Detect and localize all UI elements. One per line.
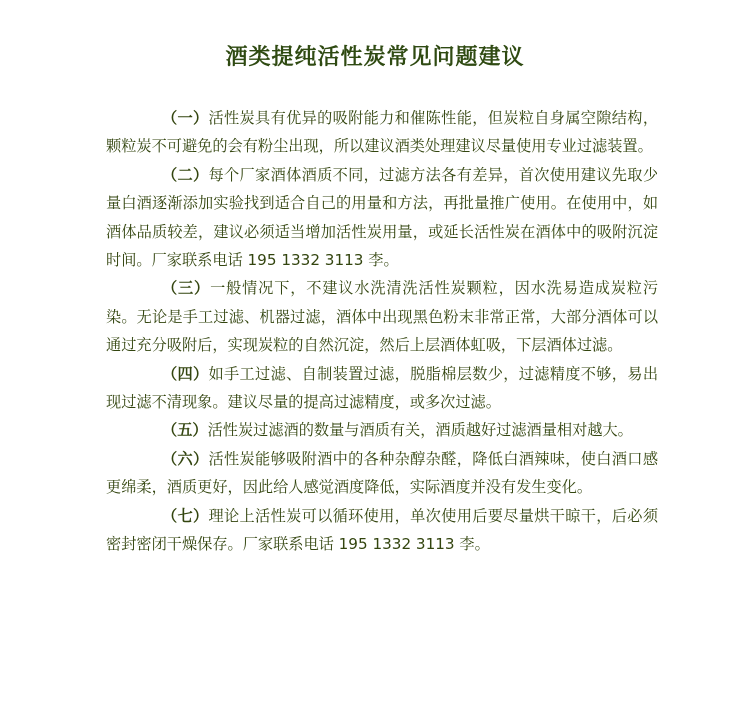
page-title: 酒类提纯活性炭常见问题建议 bbox=[225, 45, 525, 70]
paragraph-4 bbox=[106, 360, 658, 417]
paragraph-text: 理论上活性炭可以循环使用，单次使用后要尽量烘干晾干，后必须密封密闭干燥保存。厂家联系电话 195 1332 3113 李。 bbox=[106, 506, 659, 554]
paragraph-text: 活性炭具有优异的吸附能力和催陈性能，但炭粒自身属空隙结构，颗粒炭不可避免的会有粉尘出现，所以建议酒类处理建议尽量使用专业过滤装置。 bbox=[106, 109, 659, 156]
paragraph-number: （三） bbox=[162, 279, 211, 298]
paragraph-number: （七） bbox=[162, 506, 209, 525]
document-body bbox=[106, 104, 658, 559]
paragraph-text: 每个厂家酒体酒质不同，过滤方法各有差异，首次使用建议先取少量白酒逐渐添加实验找到适合自己的用量和方法，再批量推广使用。在使用中，如酒体品质较差，建议必须适当增加活性炭用量，或延长活性炭在酒体中的吸附沉淀时间。厂家联系电话 195 1332 3113 李。 bbox=[106, 165, 659, 270]
paragraph-number: （二） bbox=[162, 165, 209, 184]
paragraph-7 bbox=[106, 502, 658, 559]
paragraph-1 bbox=[106, 104, 658, 161]
paragraph-number: （五） bbox=[162, 421, 208, 440]
paragraph-number: （四） bbox=[162, 364, 209, 383]
paragraph-3 bbox=[106, 274, 658, 359]
paragraph-2 bbox=[106, 161, 658, 275]
paragraph-number: （一） bbox=[162, 109, 209, 127]
paragraph-6 bbox=[106, 445, 658, 502]
paragraph-text: 活性炭能够吸附酒中的各种杂醇杂醛，降低白酒辣味，使白酒口感更绵柔，酒质更好，因此给人感觉酒度降低，实际酒度并没有发生变化。 bbox=[106, 449, 659, 497]
paragraph-text: 一般情况下，不建议水洗清洗活性炭颗粒，因水洗易造成炭粒污染。无论是手工过滤、机器过滤，酒体中出现黑色粉末非常正常，大部分酒体可以通过充分吸附后，实现炭粒的自然沉淀，然后上层酒体虹吸，下层酒体过滤。 bbox=[106, 279, 659, 355]
paragraph-text: 如手工过滤、自制装置过滤，脱脂棉层数少，过滤精度不够，易出现过滤不清现象。建议尽量的提高过滤精度，或多次过滤。 bbox=[106, 364, 659, 412]
paragraph-number: （六） bbox=[162, 449, 209, 468]
paragraph-text: 活性炭过滤酒的数量与酒质有关，酒质越好过滤酒量相对越大。 bbox=[207, 421, 633, 440]
paragraph-5 bbox=[106, 416, 658, 444]
